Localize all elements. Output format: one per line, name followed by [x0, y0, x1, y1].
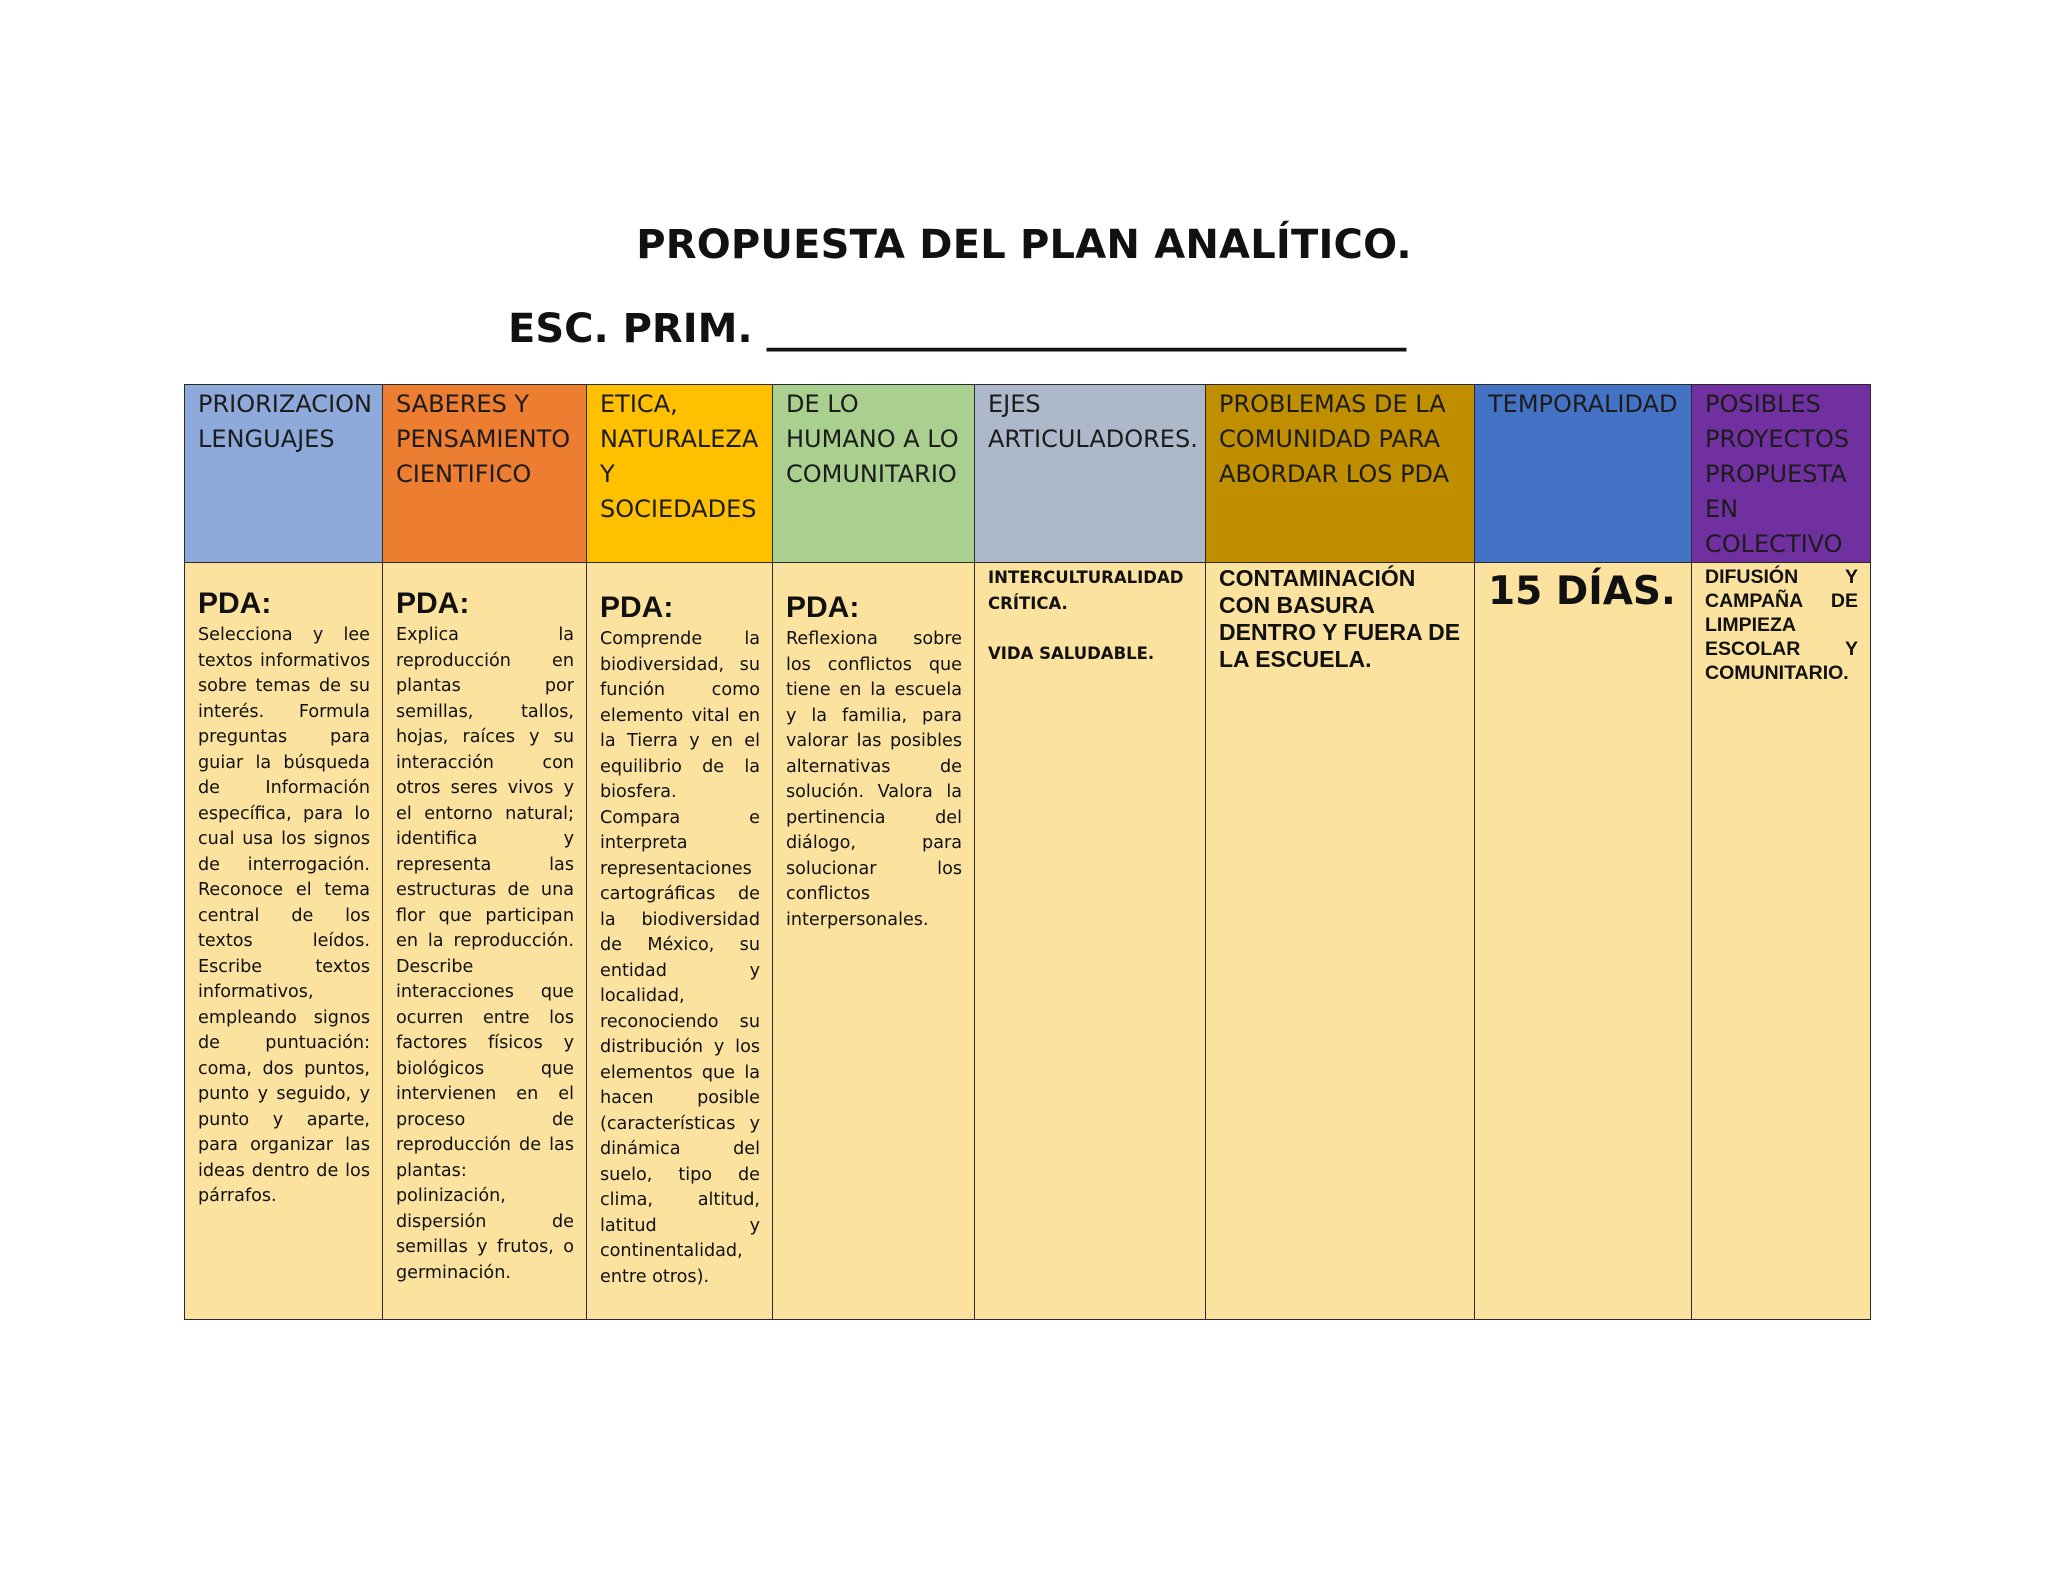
cell-ejes	[975, 563, 1206, 1320]
header-problemas-comunidad	[1206, 385, 1475, 563]
header-text-line: POSIBLES	[1705, 390, 1821, 418]
header-text-line: CIENTIFICO	[396, 460, 532, 488]
header-text-line: COLECTIVO	[1705, 530, 1843, 558]
header-text-line: LENGUAJES	[198, 425, 335, 453]
header-text-line: EN	[1705, 495, 1739, 523]
header-priorizacion-lenguajes	[185, 385, 383, 563]
header-temporalidad	[1475, 385, 1692, 563]
problema-text: CONTAMINACIÓN CON BASURA DENTRO Y FUERA DE LA ESCUELA.	[1219, 565, 1461, 672]
header-text-line: COMUNITARIO	[786, 460, 957, 488]
header-text-line: COMUNIDAD PARA	[1219, 425, 1441, 453]
header-text-line: PENSAMIENTO	[396, 425, 571, 453]
cell-proyectos	[1692, 563, 1871, 1320]
header-posibles-proyectos	[1692, 385, 1871, 563]
school-line	[508, 306, 1407, 352]
proyecto-text: DIFUSIÓN Y CAMPAÑA DE LIMPIEZA ESCOLAR Y COMUNITARIO.	[1705, 566, 1858, 684]
header-saberes-pensamiento	[383, 385, 587, 563]
header-text-line: SABERES Y	[396, 390, 530, 418]
school-label: ESC. PRIM.	[508, 306, 753, 352]
eje-interculturalidad: INTERCULTURALIDAD CRÍTICA.	[988, 568, 1184, 613]
cell-humano	[773, 563, 975, 1320]
pda-text-saberes: Explica la reproducción en plantas por semillas, tallos, hojas, raíces y su interacción con otros seres vivos y el entorno natural; identifica y representa las estructuras de una flor que participan en la reproducción. Describe interacciones que ocurren entre los factores físicos y biológicos que intervienen en el proceso de reproducción de las plantas: polinización, dispersión de semillas y frutos, o germinación.	[396, 625, 574, 1283]
header-text-line: PROPUESTA	[1705, 460, 1847, 488]
pda-text-etica: Comprende la biodiversidad, su función como elemento vital en la Tierra y en el equilibrio de la biosfera. Compara e interpreta representaciones cartográficas de la biodiversidad de México, su entidad y localidad, reconociendo su distribución y los elementos que la hacen posible (características y dinámica del suelo, tipo de clima, altitud, latitud y continentalidad, entre otros).	[600, 629, 760, 1287]
header-text-line: PROBLEMAS DE LA	[1219, 390, 1446, 418]
cell-problemas	[1206, 563, 1475, 1320]
header-text-line: DE LO	[786, 390, 859, 418]
header-text-line: ABORDAR LOS PDA	[1219, 460, 1450, 488]
header-text-line: ETICA,	[600, 390, 678, 418]
cell-saberes	[383, 563, 587, 1320]
pda-label: PDA:	[396, 587, 470, 620]
cell-lenguajes	[185, 563, 383, 1320]
pda-label: PDA:	[600, 591, 674, 624]
pda-label: PDA:	[198, 587, 272, 620]
header-text-line: SOCIEDADES	[600, 495, 757, 523]
school-name-blank: ________________________________	[766, 306, 1407, 352]
analytic-plan-table	[184, 384, 1871, 1320]
header-row	[185, 385, 1871, 563]
eje-vida-saludable: VIDA SALUDABLE.	[988, 644, 1155, 663]
pda-text-humano: Reflexiona sobre los conflictos que tiene en la escuela y la familia, para valorar las posibles alternativas de solución. Valora la pertinencia del diálogo, para solucionar los conflictos interpersonales.	[786, 629, 962, 930]
header-ejes-articuladores	[975, 385, 1206, 563]
pda-text-lenguajes: Selecciona y lee textos informativos sobre temas de su interés. Formula preguntas para guiar la búsqueda de Información específica, para lo cual usa los signos de interrogación. Reconoce el tema central de los textos leídos. Escribe textos informativos, empleando signos de puntuación: coma, dos puntos, punto y seguido, y punto y aparte, para organizar las ideas dentro de los párrafos.	[198, 625, 370, 1206]
header-etica-naturaleza	[587, 385, 773, 563]
header-text-line: Y	[600, 460, 615, 488]
content-row	[185, 563, 1871, 1320]
header-text-line: PRIORIZACION	[198, 390, 372, 418]
header-text-line: TEMPORALIDAD	[1488, 390, 1678, 418]
temporalidad-text: 15 DÍAS.	[1488, 569, 1676, 614]
header-text-line: HUMANO A LO	[786, 425, 959, 453]
header-text-line: ARTICULADORES.	[988, 425, 1198, 453]
document-title: PROPUESTA DEL PLAN ANALÍTICO.	[636, 222, 1412, 268]
header-text-line: NATURALEZA	[600, 425, 759, 453]
pda-label: PDA:	[786, 591, 860, 624]
cell-temporalidad	[1475, 563, 1692, 1320]
cell-etica	[587, 563, 773, 1320]
header-humano-comunitario	[773, 385, 975, 563]
header-text-line: EJES	[988, 390, 1041, 418]
header-text-line: PROYECTOS	[1705, 425, 1850, 453]
